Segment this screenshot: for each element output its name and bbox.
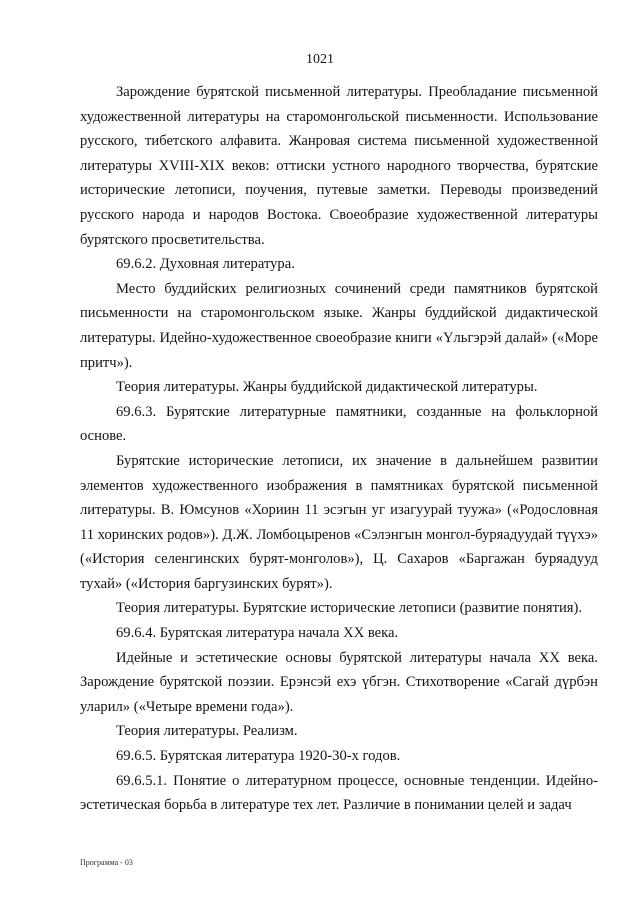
paragraph: Зарождение бурятской письменной литературы. Преобладание письменной художественной литературы на старомонгольской письменности. Использование русского, тибетского алфавита. Жанровая система письменной художественной литературы XVIII-XIX веков: оттиски устного народного творчества, бурятские исторические летописи, поучения, путевые заметки. Переводы произведений русского народа и народов Востока. Своеобразие художественной литературы бурятского просветительства. (80, 84, 598, 248)
theory-note: Теория литературы. Реализм. (116, 723, 298, 740)
document-body (80, 80, 598, 818)
footer-label: Программа - 03 (80, 858, 133, 867)
section-heading: 69.6.4. Бурятская литература начала XX века. (116, 625, 399, 642)
section-heading: 69.6.3. Бурятские литературные памятники, созданные на фольклорной основе. (80, 403, 598, 445)
page-number: 1021 (306, 52, 334, 67)
paragraph: 69.6.5.1. Понятие о литературном процессе, основные тенденции. Идейно-эстетическая борьба в литературе тех лет. Различие в понимании целей и задач (80, 772, 598, 814)
section-heading: 69.6.5. Бурятская литература 1920-30-х годов. (116, 748, 401, 765)
theory-note: Теория литературы. Жанры буддийской дидактической литературы. (116, 379, 538, 396)
paragraph: Место буддийских религиозных сочинений среди памятников бурятской письменности на старомонгольском языке. Жанры буддийской дидактической литературы. Идейно-художественное своеобразие книги «Үльгэрэй далай» («Море притч»). (80, 280, 598, 371)
section-heading: 69.6.2. Духовная литература. (116, 256, 295, 273)
theory-note: Теория литературы. Бурятские исторические летописи (развитие понятия). (116, 600, 583, 617)
paragraph: Бурятские исторические летописи, их значение в дальнейшем развитии элементов художественного изображения в памятниках бурятской письменной литературы. В. Юмсунов «Хориин 11 эсэгын уг изагуурай туужа» («Родословная 11 хоринских родов»). Д.Ж. Ломбоцыренов «Сэлэнгын монгол-буряадуудай түүхэ» («История селенгинских бурят-монголов»), Ц. Сахаров «Баргажан буряадууд тухай» («История баргузинских бурят»). (80, 452, 598, 592)
paragraph: Идейные и эстетические основы бурятской литературы начала XX века. Зарождение бурятской поэзии. Ерэнсэй ехэ үбгэн. Стихотворение «Сагай дүрбэн уларил» («Четыре времени года»). (80, 649, 598, 715)
